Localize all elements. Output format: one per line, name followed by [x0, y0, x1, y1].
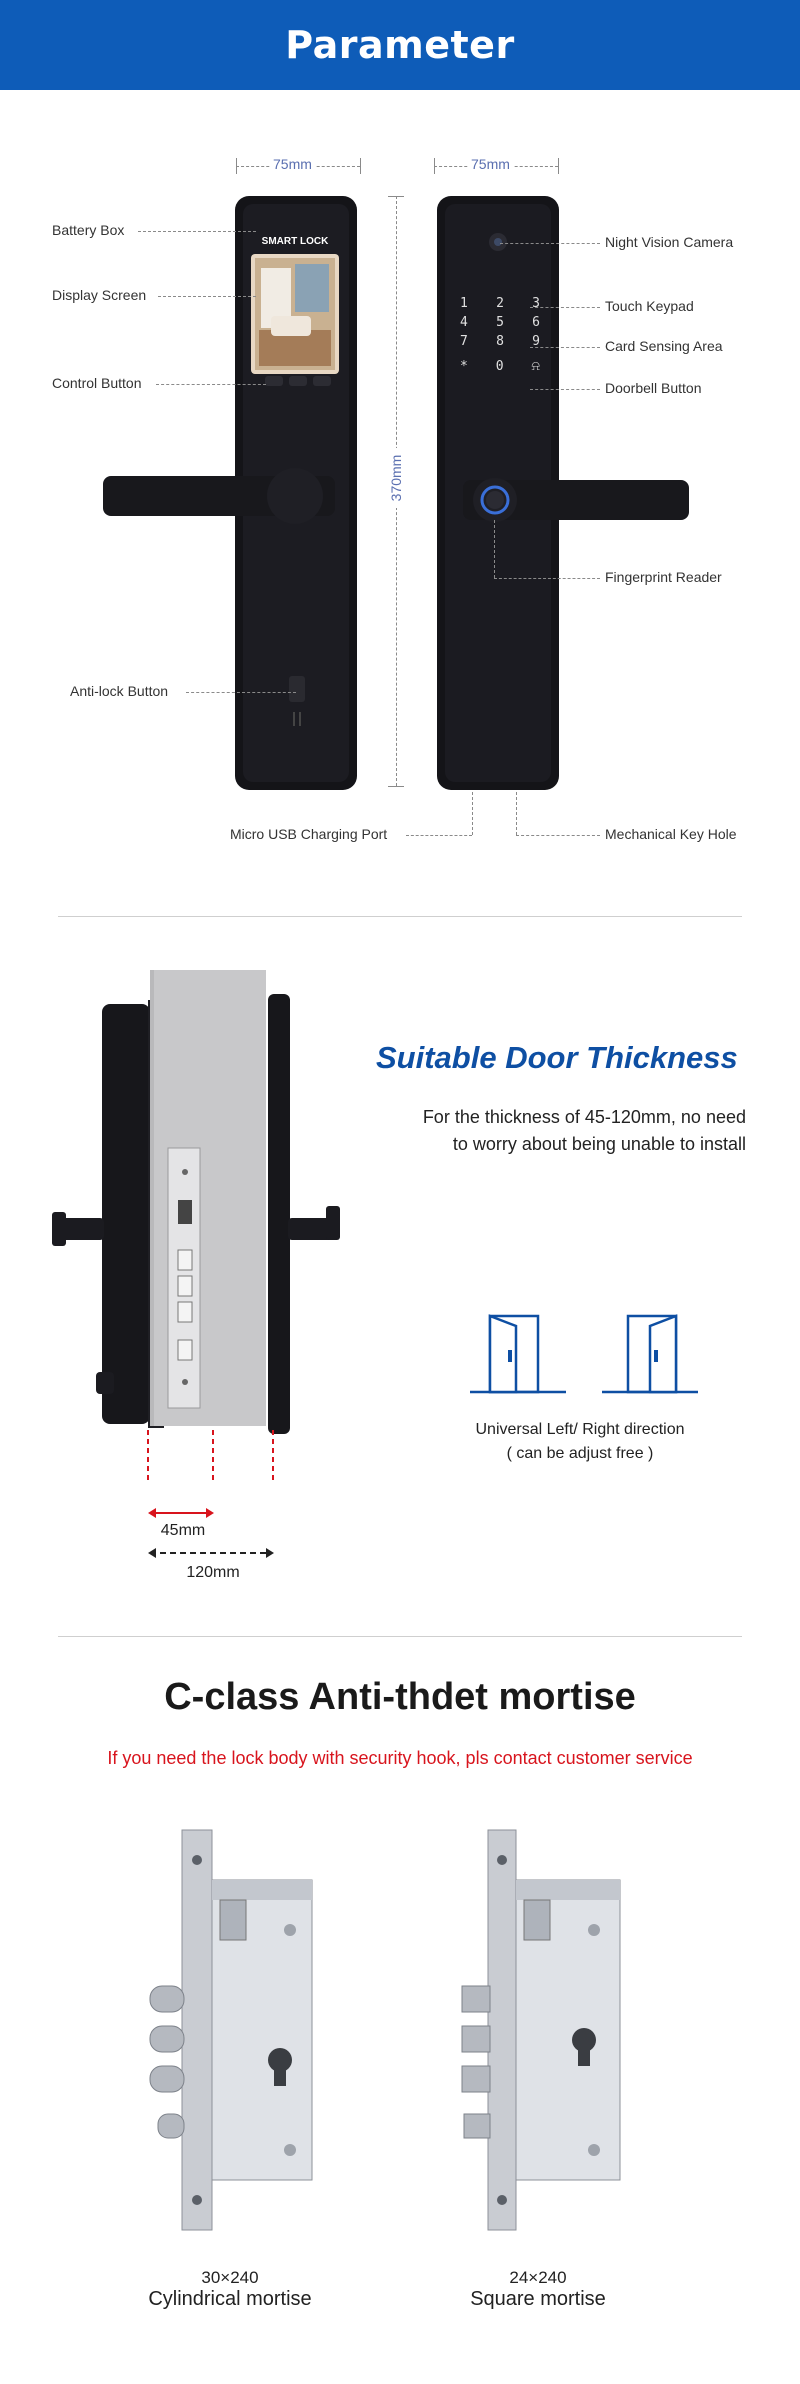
key-hole-leader-vertical [516, 792, 517, 835]
doorbell-icon[interactable]: ⍾ [531, 359, 540, 374]
door-thickness-description [340, 1104, 746, 1158]
height-label: 370mm [388, 448, 404, 508]
display-screen-leader [158, 296, 256, 297]
touch-keypad [460, 296, 540, 378]
mortise-subtitle: If you need the lock body with security hook, pls contact customer service [107, 1748, 693, 1768]
section-divider [58, 916, 742, 917]
min-thickness-arrow [146, 1506, 216, 1520]
square-mortise-caption [428, 2268, 648, 2311]
fingerprint-reader-leader-vertical [494, 520, 495, 578]
front-lock-illustration [95, 190, 385, 800]
door-thickness-illustration [50, 960, 380, 1480]
keypad-key[interactable]: 2 [496, 296, 504, 311]
keypad-key[interactable]: 5 [496, 315, 504, 330]
keypad-key[interactable]: 9 [532, 334, 540, 349]
mechanical-key-hole-label: Mechanical Key Hole [605, 826, 737, 842]
cylindrical-mortise-caption [120, 2268, 340, 2311]
height-tick-bottom [388, 786, 404, 787]
keypad-key[interactable]: * [460, 359, 468, 374]
square-mortise-image [448, 1820, 648, 2240]
min-thickness-label: 45mm [160, 1522, 206, 1539]
height-tick-top [388, 196, 404, 197]
battery-box-leader [138, 231, 256, 232]
keypad-key[interactable]: 3 [532, 296, 540, 311]
left-door-icon [468, 1310, 568, 1396]
door-thickness-title: Suitable Door Thickness [376, 1040, 738, 1075]
cylindrical-mortise-image [140, 1820, 340, 2240]
back-width-tick-left [434, 158, 435, 174]
keypad-key[interactable]: 7 [460, 334, 468, 349]
door-thickness-desc-line2: to worry about being unable to install [452, 1134, 746, 1154]
anti-lock-button-leader [186, 692, 296, 693]
micro-usb-leader [406, 835, 472, 836]
keypad-key[interactable]: 0 [495, 359, 504, 374]
card-sensing-area-label: Card Sensing Area [605, 338, 723, 354]
square-mortise-spec: 24×240 [509, 2268, 567, 2287]
key-hole-leader [516, 835, 600, 836]
square-mortise-name: Square mortise [470, 2288, 606, 2310]
max-thickness-label: 120mm [186, 1564, 240, 1581]
back-width-label: 75mm [468, 156, 513, 172]
door-thickness-desc-line1: For the thickness of 45-120mm, no need [422, 1107, 746, 1127]
mortise-title: C-class Anti-thdet mortise [164, 1676, 636, 1718]
cylindrical-mortise-name: Cylindrical mortise [148, 2288, 312, 2310]
front-width-tick-left [236, 158, 237, 174]
card-sensing-area-leader [530, 347, 600, 348]
cylindrical-mortise-spec: 30×240 [201, 2268, 259, 2287]
doorbell-button-label: Doorbell Button [605, 380, 702, 396]
direction-line2: ( can be adjust free ) [506, 1445, 654, 1462]
anti-lock-button-label: Anti-lock Button [70, 683, 169, 699]
control-button-label: Control Button [52, 375, 142, 391]
direction-line1: Universal Left/ Right direction [475, 1421, 685, 1438]
keypad-key[interactable]: 4 [460, 315, 468, 330]
keypad-key[interactable]: 1 [460, 296, 468, 311]
keypad-key[interactable]: 8 [496, 334, 504, 349]
battery-box-label: Battery Box [52, 222, 125, 238]
max-thickness-arrow [146, 1546, 276, 1560]
direction-description [420, 1418, 740, 1466]
control-button-leader [156, 384, 266, 385]
front-screen-title: SMART LOCK [261, 236, 329, 247]
touch-keypad-leader [530, 307, 600, 308]
micro-usb-leader-vertical [472, 792, 473, 835]
display-screen-label: Display Screen [52, 287, 147, 303]
touch-keypad-label: Touch Keypad [605, 298, 694, 314]
page-title: Parameter [285, 23, 515, 67]
night-vision-camera-label: Night Vision Camera [605, 234, 734, 250]
micro-usb-label: Micro USB Charging Port [230, 826, 388, 842]
back-lock-illustration [425, 190, 715, 800]
doorbell-button-leader [530, 389, 600, 390]
back-width-tick-right [558, 158, 559, 174]
keypad-key[interactable]: 6 [532, 315, 540, 330]
front-width-tick-right [360, 158, 361, 174]
fingerprint-reader-label: Fingerprint Reader [605, 569, 722, 585]
right-door-icon [600, 1310, 700, 1396]
night-vision-camera-leader [500, 243, 600, 244]
fingerprint-reader-leader [494, 578, 600, 579]
front-width-label: 75mm [270, 156, 315, 172]
section-divider [58, 1636, 742, 1637]
header-banner [0, 0, 800, 90]
